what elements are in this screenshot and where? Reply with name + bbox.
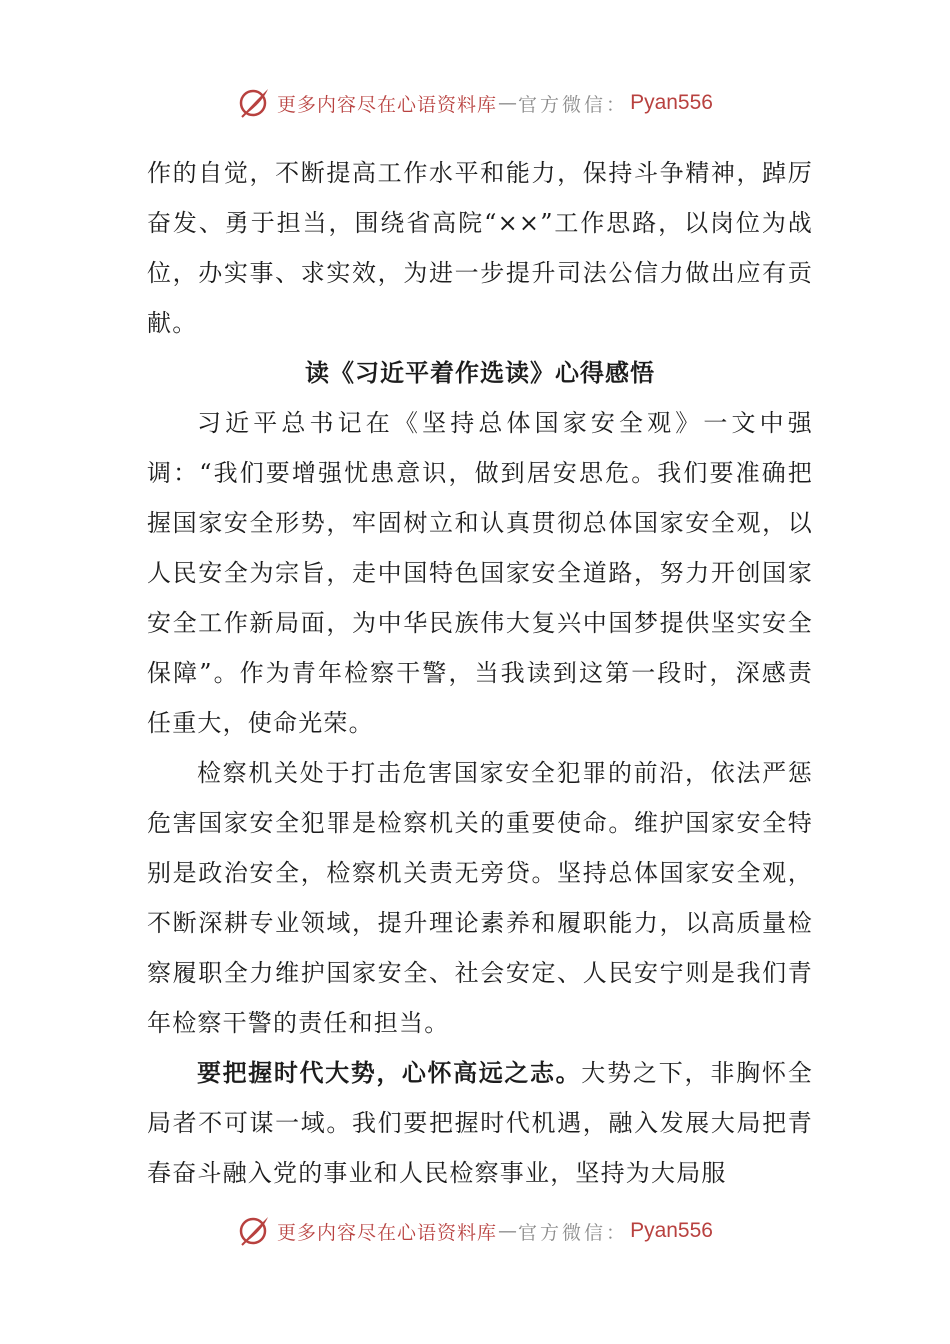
separator-dash: — bbox=[498, 1220, 518, 1242]
brand-text: 更多内容尽在心语资料库 bbox=[277, 1221, 498, 1244]
paragraph-2: 检察机关处于打击危害国家安全犯罪的前沿，依法严惩危害国家安全犯罪是检察机关的重要使命。维护国家安全特别是政治安全，检察机关责无旁贷。坚持总体国家安全观，不断深耕专业领域，提升理论素养和履职能力，以高质量检察履职全力维护国家安全、社会安定、人民安宁则是我们青年检察干警的责任和担当。 bbox=[147, 759, 813, 1037]
wechat-id: Pyan556 bbox=[630, 1219, 713, 1242]
quill-pen-logo-icon bbox=[237, 1214, 271, 1248]
footer-watermark-banner bbox=[0, 1211, 950, 1251]
intro-paragraph: 作的自觉，不断提高工作水平和能力，保持斗争精神，踔厉奋发、勇于担当，围绕省高院“××”工作思路，以岗位为战位，办实事、求实效，为进一步提升司法公信力做出应有贡献。 bbox=[147, 159, 813, 337]
section-title: 读《习近平着作选读》心得感悟 bbox=[305, 359, 655, 387]
quill-pen-logo-icon bbox=[237, 86, 271, 120]
header-watermark-banner bbox=[0, 83, 950, 123]
wechat-label: 官方微信： bbox=[518, 93, 629, 116]
separator-dash: — bbox=[498, 92, 518, 114]
brand-text: 更多内容尽在心语资料库 bbox=[277, 93, 498, 116]
paragraph-3-body: 大势之下，非胸怀全局者不可谋一域。我们要把握时代机遇，融入发展大局把青春奋斗融入党的事业和人民检察事业，坚持为大局服 bbox=[147, 1059, 813, 1187]
wechat-id: Pyan556 bbox=[630, 91, 713, 114]
wechat-label: 官方微信： bbox=[518, 1221, 629, 1244]
paragraph-1: 习近平总书记在《坚持总体国家安全观》一文中强调：“我们要增强忧患意识，做到居安思危。我们要准确把握国家安全形势，牢固树立和认真贯彻总体国家安全观，以人民安全为宗旨，走中国特色国家安全道路，努力开创国家安全工作新局面，为中华民族伟大复兴中国梦提供坚实安全保障”。作为青年检察干警，当我读到这第一段时，深感责任重大，使命光荣。 bbox=[147, 409, 813, 737]
paragraph-3 bbox=[147, 1048, 813, 1198]
document-body bbox=[147, 148, 813, 1198]
paragraph-3-lead: 要把握时代大势，心怀高远之志。 bbox=[197, 1059, 582, 1087]
